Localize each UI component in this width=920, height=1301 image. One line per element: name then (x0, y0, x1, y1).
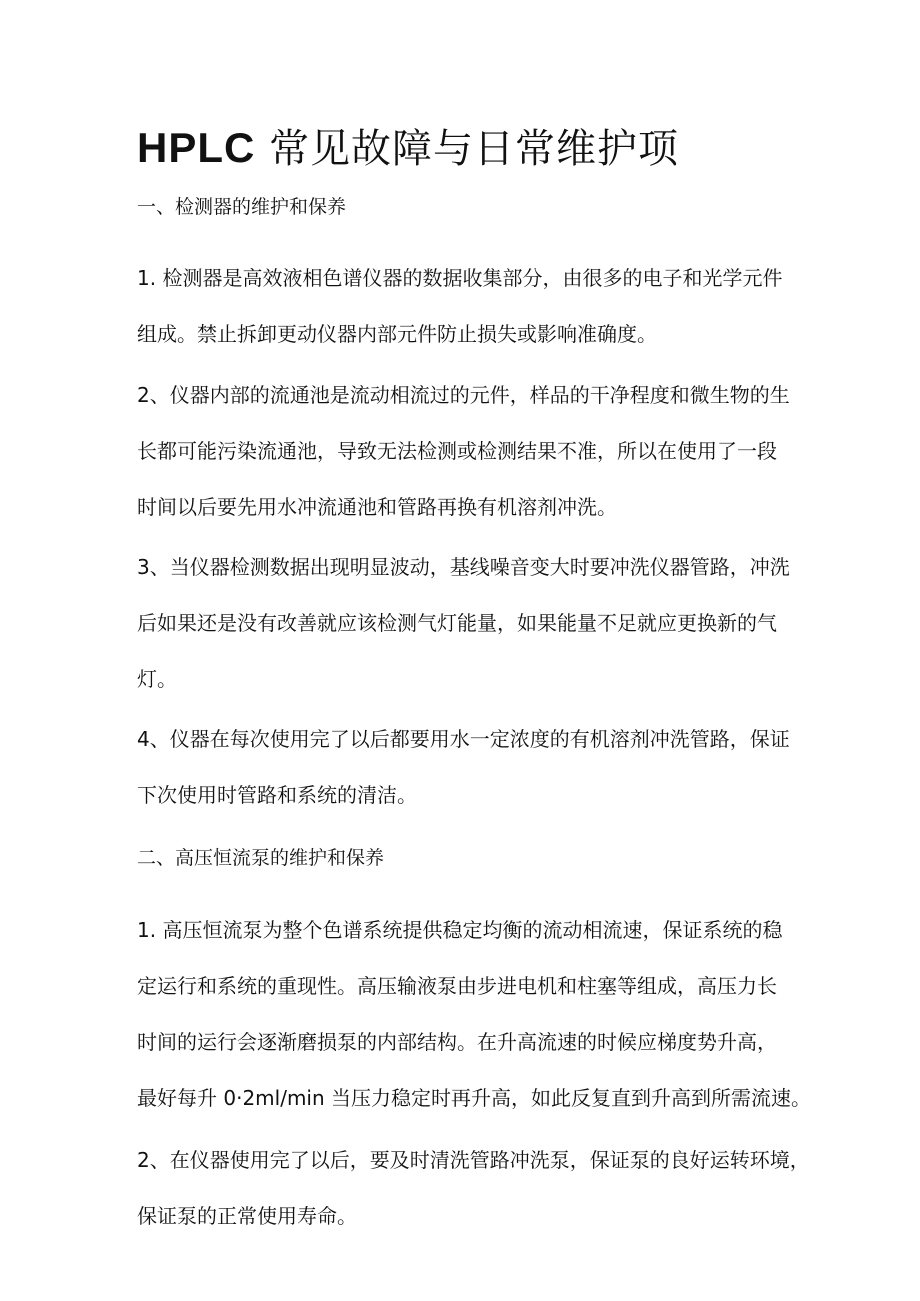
text-line: 1. 检测器是高效液相色谱仪器的数据收集部分，由很多的电子和光学元件 (137, 266, 783, 290)
text-line: 保证泵的正常使用寿命。 (137, 1204, 357, 1228)
text-line: 组成。禁止拆卸更动仪器内部元件防止损失或影响准确度。 (137, 322, 657, 346)
text-line: 时间以后要先用水冲流通池和管路再换有机溶剂冲洗。 (137, 495, 617, 519)
text-line: 3、当仪器检测数据出现明显波动，基线噪音变大时要冲洗仪器管路，冲洗 (137, 555, 790, 579)
text-line: 1. 高压恒流泵为整个色谱系统提供稳定均衡的流动相流速，保证系统的稳 (137, 918, 783, 942)
section-heading-pump: 二、高压恒流泵的维护和保养 (137, 847, 385, 869)
text-line: 后如果还是没有改善就应该检测气灯能量，如果能量不足就应更换新的气 (137, 611, 777, 635)
paragraph-detector-4 (137, 711, 797, 823)
paragraph-detector-2 (137, 367, 797, 535)
text-line: 2、仪器内部的流通池是流动相流过的元件，样品的干净程度和微生物的生 (137, 383, 790, 407)
document-title (137, 118, 837, 179)
text-line: 时间的运行会逐渐磨损泵的内部结构。在升高流速的时候应梯度势升高， (137, 1030, 777, 1054)
title-rest: 常见故障与日常维护项 (269, 126, 680, 172)
title-latin: HPLC (137, 124, 256, 171)
text-line: 长都可能污染流通池，导致无法检测或检测结果不准，所以在使用了一段 (137, 439, 777, 463)
paragraph-detector-3 (137, 539, 797, 707)
text-line: 2、在仪器使用完了以后，要及时清洗管路冲洗泵，保证泵的良好运转环境， (137, 1148, 810, 1172)
paragraph-pump-1 (137, 902, 812, 1126)
section-heading-detector: 一、检测器的维护和保养 (137, 196, 347, 218)
text-line: 4、仪器在每次使用完了以后都要用水一定浓度的有机溶剂冲洗管路，保证 (137, 727, 790, 751)
text-line: 灯。 (137, 667, 177, 691)
text-line: 最好每升 0·2ml/min 当压力稳定时再升高，如此反复直到升高到所需流速。 (137, 1086, 812, 1110)
text-line: 定运行和系统的重现性。高压输液泵由步进电机和柱塞等组成，高压力长 (137, 974, 777, 998)
paragraph-detector-1 (137, 250, 797, 362)
text-line: 下次使用时管路和系统的清洁。 (137, 783, 417, 807)
paragraph-pump-2 (137, 1132, 810, 1244)
